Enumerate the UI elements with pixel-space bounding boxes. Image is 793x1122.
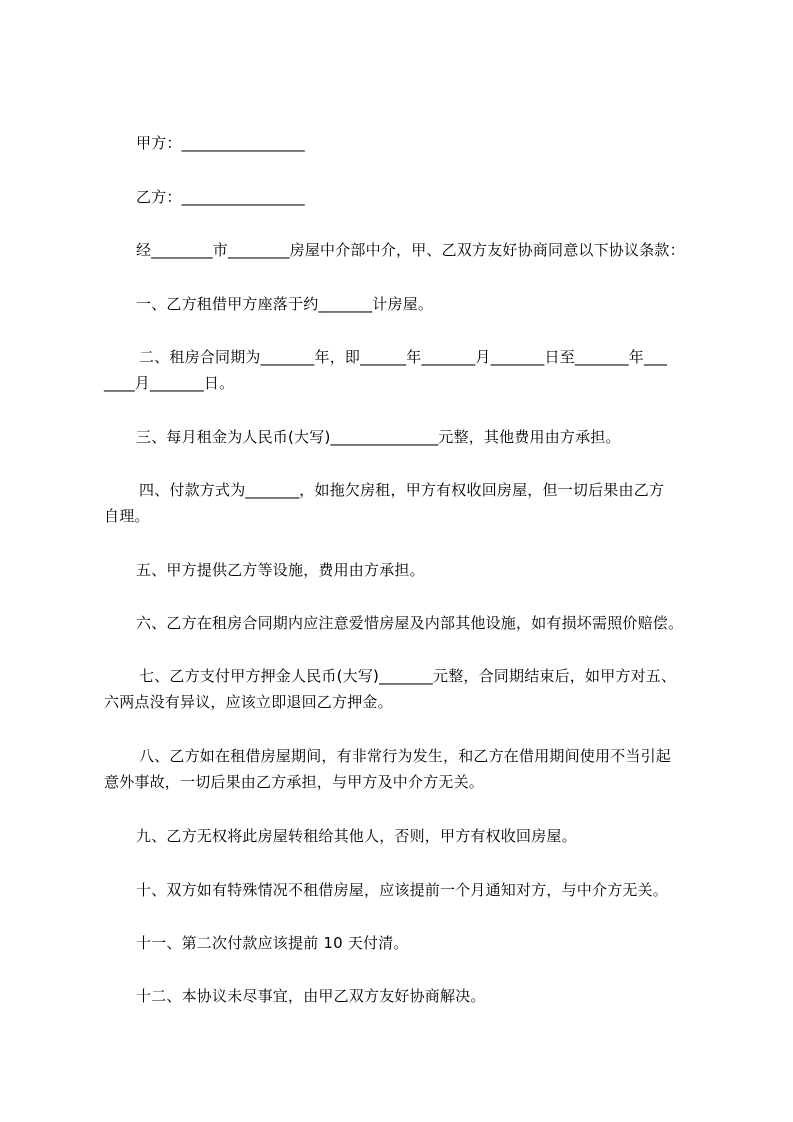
clause-9: 九、乙方无权将此房屋转租给其他人，否则，甲方有权收回房屋。 [136,827,577,845]
clause-3: 三、每月租金为人民币(大写)______________元整，其他费用由方承担。 [136,428,621,446]
clause-10: 十、双方如有特殊情况不租借房屋，应该提前一个月通知对方，与中介方无关。 [136,881,669,899]
clause-6: 六、乙方在租房合同期内应注意爱惜房屋及内部其他设施，如有损坏需照价赔偿。 [136,614,684,632]
clause-4-line-2: 自理。 [104,507,150,525]
clause-4-line-1: 四、付款方式为_______，如拖欠房租，甲方有权收回房屋，但一切后果由乙方 [139,481,665,499]
clause-8-line-1: 八、乙方如在租借房屋期间，有非常行为发生，和乙方在借用期间使用不当引起 [139,747,672,765]
party-b-line: 乙方：________________ [136,188,305,206]
clause-7-line-1: 七、乙方支付甲方押金人民币(大写)_______元整，合同期结束后，如甲方对五、 [139,667,677,685]
clause-1: 一、乙方租借甲方座落于约_______计房屋。 [136,295,434,313]
clause-2-line-2: ____月_______日。 [104,374,235,392]
clause-12: 十二、本协议未尽事宜，由甲乙双方友好协商解决。 [136,987,486,1005]
party-a-line: 甲方：________________ [136,134,305,152]
clause-2-line-1: 二、租房合同期为_______年，即______年_______月_______日至_______年___ [139,348,668,366]
clause-7-line-2: 六两点没有异议，应该立即退回乙方押金。 [104,693,393,711]
clause-11: 十一、第二次付款应该提前 10 天付清。 [136,934,409,952]
intro-paragraph: 经________市________房屋中介部中介，甲、乙双方友好协商同意以下协议条款： [136,241,685,259]
clause-8-line-2: 意外事故，一切后果由乙方承担，与甲方及中介方无关。 [104,773,485,791]
clause-5: 五、甲方提供乙方等设施，费用由方承担。 [136,561,425,579]
